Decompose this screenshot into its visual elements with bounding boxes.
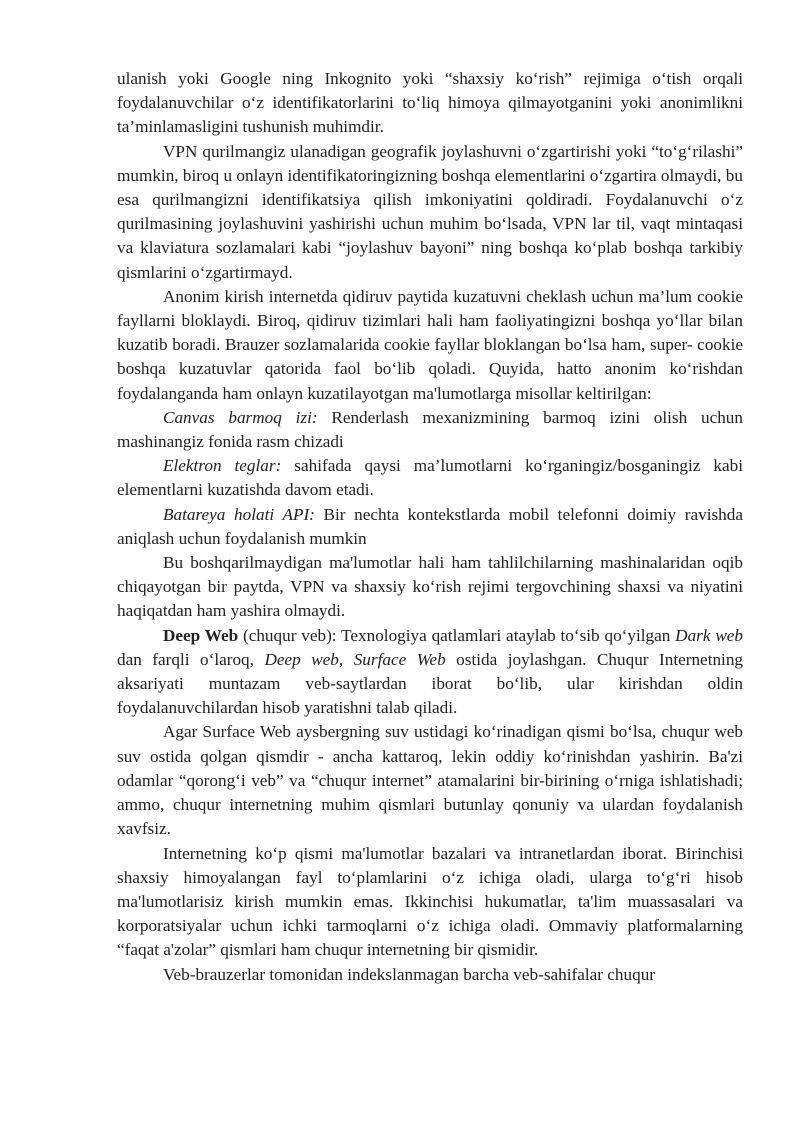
paragraph-iceberg: Agar Surface Web aysbergning suv ustidagi ko‘rinadigan qismi bo‘lsa, chuqur web suv ostida qolgan qismdir - ancha kattaroq, lekin oddiy ko‘rinishdan yashirin. Ba'zi odamlar “qorong‘i veb” va “chuqur internet” atamalarini bir-birining o‘rniga ishlatishadi; ammo, chuqur internetning muhim qismlari butunlay qonuniy va ulardan foydalanish xavfsiz. <box>117 722 743 839</box>
term-battery-api: Batareya holati API: <box>163 504 315 524</box>
term-deep-web-italic: Deep web <box>264 649 339 669</box>
paragraph-databases-intranets: Internetning ko‘p qismi ma'lumotlar bazalari va intranetlardan iborat. Birinchisi shaxsiy himoyalangan fayl to‘plamlarini o‘z ichiga oladi, ularga to‘g‘ri hisob ma'lumotlarisiz kirish mumkin emas. Ikkinchisi hukumatlar, ta'lim muassasalari va korporatsiyalar uchun ichki tarmoqlarni o‘z ichiga oladi. Ommaviy platformalarning “faqat a'zolar” qismlari ham chuqur internetning bir qismidir. <box>117 843 743 960</box>
text-deep-web-b: dan farqli o‘laroq, <box>117 649 265 669</box>
term-dark-web: Dark web <box>675 625 744 645</box>
text-electronic-tags: sahifada qaysi ma’lumotlarni ko‘rganingiz/bosganingiz kabi elementlarni kuzatishda davom etadi. <box>117 456 743 500</box>
text-canvas-fingerprint: Renderlash mexanizmining barmoq izini olish uchun mashinangiz fonida rasm chizadi <box>117 407 743 452</box>
paragraph-electronic-tags <box>117 454 743 502</box>
paragraph-unindexed-pages: Veb-brauzerlar tomonidan indekslanmagan barcha veb-sahifalar chuqur <box>163 964 656 984</box>
paragraph-anonymous-browsing: Anonim kirish internetda qidiruv paytida kuzatuvni cheklash uchun ma’lum cookie fayllarni bloklaydi. Biroq, qidiruv tizimlari hali ham faoliyatingizni boshqa yo‘llar bilan kuzatib boradi. Brauzer sozlamalarida cookie fayllar bloklangan bo‘lsa ham, super- cookie boshqa kuzatuvlar qatorida faol bo‘lib qoladi. Quyida, hatto anonim ko‘rishdan foydalanganda ham onlayn kuzatilayotgan ma'lumotlarga misollar keltirilgan: <box>117 286 743 403</box>
text-battery-api: Bir nechta kontekstlarda mobil telefonni doimiy ravishda aniqlash uchun foydalanish mumkin <box>117 504 743 548</box>
paragraph-continuation: ulanish yoki Google ning Inkognito yoki “shaxsiy ko‘rish” rejimiga o‘tish orqali foydalanuvchilar o‘z identifikatorlarini to‘liq himoya qilmayotganini yoki anonimlikni ta’minlamasligini tushunish muhimdir. <box>117 69 743 137</box>
text-deep-web-d: ostida joylashgan. Chuqur Internetning aksariyati muntazam veb-saytlardan iborat bo‘lib, ular kirishdan oldin foydalanuvchilardan hisob yaratishni talab qiladi. <box>117 649 744 718</box>
text-deep-web-c: , <box>338 649 354 669</box>
paragraph-battery-api <box>117 503 743 551</box>
paragraph-unmanaged-data: Bu boshqarilmaydigan ma'lumotlar hali ham tahlilchilarning mashinalaridan oqib chiqayotgan bir paytda, VPN va shaxsiy ko‘rish rejimi tergovchining shaxsi va niyatini haqiqatdan ham yashira olmaydi. <box>117 553 743 621</box>
term-deep-web: Deep Web <box>163 625 239 645</box>
term-electronic-tags: Elektron teglar: <box>163 456 282 476</box>
paragraph-vpn: VPN qurilmangiz ulanadigan geografik joylashuvni o‘zgartirishi yoki “to‘g‘rilashi” mumkin, biroq u onlayn identifikatoringizning boshqa elementlarini o‘zgartira olmaydi, bu esa qurilmangizni identifikatsiya qilish imkoniyatini qoldiradi. Foydalanuvchi o‘z qurilmasining joylashuvini yashirishi uchun muhim bo‘lsada, VPN lar til, vaqt mintaqasi va klaviatura sozlamalari kabi “joylashuv bayoni” ning boshqa ko‘plab boshqa tarkibiy qismlarini o‘zgartirmayd. <box>117 141 743 282</box>
term-canvas-fingerprint: Canvas barmoq izi: <box>163 407 318 427</box>
term-surface-web: Surface Web <box>353 649 446 669</box>
paragraph-deep-web <box>117 624 743 721</box>
text-deep-web-a: (chuqur veb): Texnologiya qatlamlari ataylab to‘sib qo‘yilgan <box>238 625 676 645</box>
paragraph-canvas-fingerprint <box>117 406 743 454</box>
document-page <box>117 67 743 987</box>
